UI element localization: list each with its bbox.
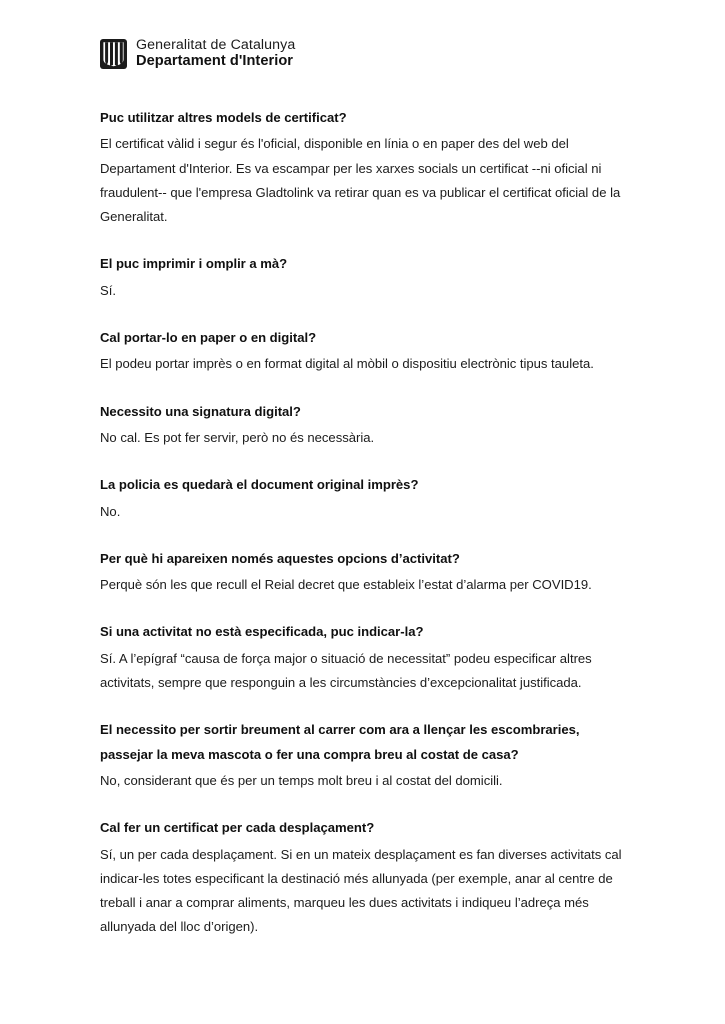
brand-text (136, 38, 295, 70)
faq-answer: Sí. (100, 282, 116, 298)
faq-item (100, 718, 626, 793)
faq-item (100, 620, 626, 695)
faq-question: Cal portar-lo en paper o en digital? (100, 330, 317, 346)
faq-question: Per què hi apareixen només aquestes opcions d’activitat? (100, 550, 460, 566)
faq-answer: El podeu portar imprès o en format digital al mòbil o dispositiu electrònic tipus tauleta. (100, 356, 594, 372)
faq-answer: Perquè són les que recull el Reial decret que estableix l’estat d’alarma per COVID19. (100, 577, 592, 593)
faq-item (100, 473, 626, 524)
faq-answer: El certificat vàlid i segur és l'oficial, disponible en línia o en paper des del web del Departament d'Interior. Es va escampar per les xarxes socials un certificat --ni oficial ni fraudulent-- que l'empresa Gladtolink va retirar quan es va publicar el certificat oficial de la Generalitat. (100, 136, 621, 225)
faq-item (100, 816, 626, 939)
faq-answer: No. (100, 503, 121, 519)
department-name: Departament d'Interior (136, 53, 294, 70)
faq-question: La policia es quedarà el document original imprès? (100, 477, 419, 493)
faq-answer: No cal. Es pot fer servir, però no és necessària. (100, 429, 375, 445)
faq-item (100, 400, 626, 451)
faq-question: El puc imprimir i omplir a mà? (100, 256, 288, 272)
catalonia-coat-of-arms-icon (100, 39, 127, 69)
faq-question: Necessito una signatura digital? (100, 403, 301, 419)
faq-item (100, 106, 626, 229)
faq-item (100, 326, 626, 377)
faq-answer: Sí. A l’epígraf “causa de força major o situació de necessitat” podeu especificar altres activitats, sempre que responguin a les circumstàncies d’excepcionalitat justificada. (100, 650, 592, 691)
faq-answer: No, considerant que és per un temps molt breu i al costat del domicili. (100, 772, 503, 788)
faq-item (100, 252, 626, 303)
organization-name: Generalitat de Catalunya (136, 37, 296, 53)
faq-question: Cal fer un certificat per cada desplaçament? (100, 820, 375, 836)
faq-content (100, 106, 626, 940)
faq-question: Si una activitat no està especificada, puc indicar-la? (100, 624, 424, 640)
letterhead (100, 38, 295, 70)
faq-question: El necessito per sortir breument al carrer com ara a llençar les escombraries, passejar la meva mascota o fer una compra breu al costat de casa? (100, 722, 580, 762)
faq-question: Puc utilitzar altres models de certificat? (100, 110, 347, 125)
faq-item (100, 547, 626, 598)
faq-answer: Sí, un per cada desplaçament. Si en un mateix desplaçament es fan diverses activitats cal indicar-les totes especificant la destinació més allunyada (per exemple, anar al centre de treball i anar a comprar aliments, marqueu les dues activitats i indiqueu l’adreça més allunyada del lloc d’origen). (100, 846, 622, 935)
